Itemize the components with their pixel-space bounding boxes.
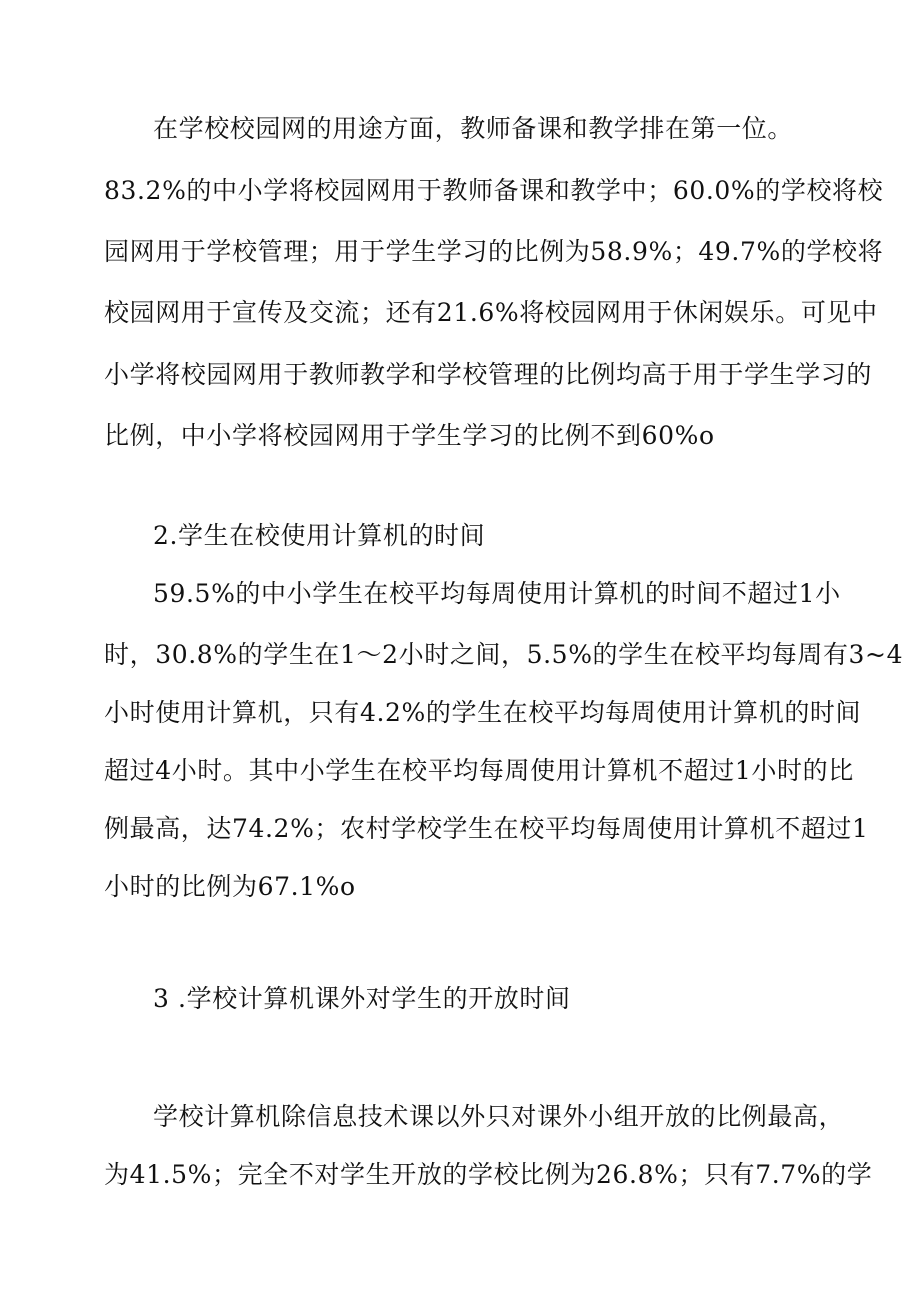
section-heading-2: 2.学生在校使用计算机的时间 — [153, 521, 486, 550]
paragraph-2-line-3: 小时使用计算机，只有4.2%的学生在校平均每周使用计算机的时间 — [104, 698, 862, 727]
section-heading-3: 3 .学校计算机课外对学生的开放时间 — [153, 984, 571, 1013]
paragraph-3-line-1: 学校计算机除信息技术课以外只对课外小组开放的比例最高， — [153, 1102, 845, 1131]
paragraph-1-line-1: 在学校校园网的用途方面，教师备课和教学排在第一位。 — [153, 114, 794, 143]
paragraph-1-line-4: 校园网用于宣传及交流；还有21.6%将校园网用于休闲娱乐。可见中 — [104, 298, 878, 327]
paragraph-2-line-6: 小时的比例为67.1%o — [104, 872, 356, 901]
paragraph-1-line-6: 比例，中小学将校园网用于学生学习的比例不到60%o — [104, 421, 715, 450]
paragraph-2-line-4: 超过4小时。其中小学生在校平均每周使用计算机不超过1小时的比 — [104, 756, 854, 785]
paragraph-2-line-2: 时，30.8%的学生在1～2小时之间，5.5%的学生在校平均每周有3~4 — [104, 640, 904, 669]
paragraph-1-line-3: 园网用于学校管理；用于学生学习的比例为58.9%；49.7%的学校将 — [104, 237, 884, 266]
paragraph-2-line-1: 59.5%的中小学生在校平均每周使用计算机的时间不超过1小 — [153, 579, 841, 608]
paragraph-1-line-5: 小学将校园网用于教师教学和学校管理的比例均高于用于学生学习的 — [104, 360, 873, 389]
paragraph-2-line-5: 例最高，达74.2%；农村学校学生在校平均每周使用计算机不超过1 — [104, 814, 869, 843]
paragraph-1-line-2: 83.2%的中小学将校园网用于教师备课和教学中；60.0%的学校将校 — [104, 176, 884, 205]
paragraph-3-line-2: 为41.5%；完全不对学生开放的学校比例为26.8%；只有7.7%的学 — [104, 1160, 873, 1189]
